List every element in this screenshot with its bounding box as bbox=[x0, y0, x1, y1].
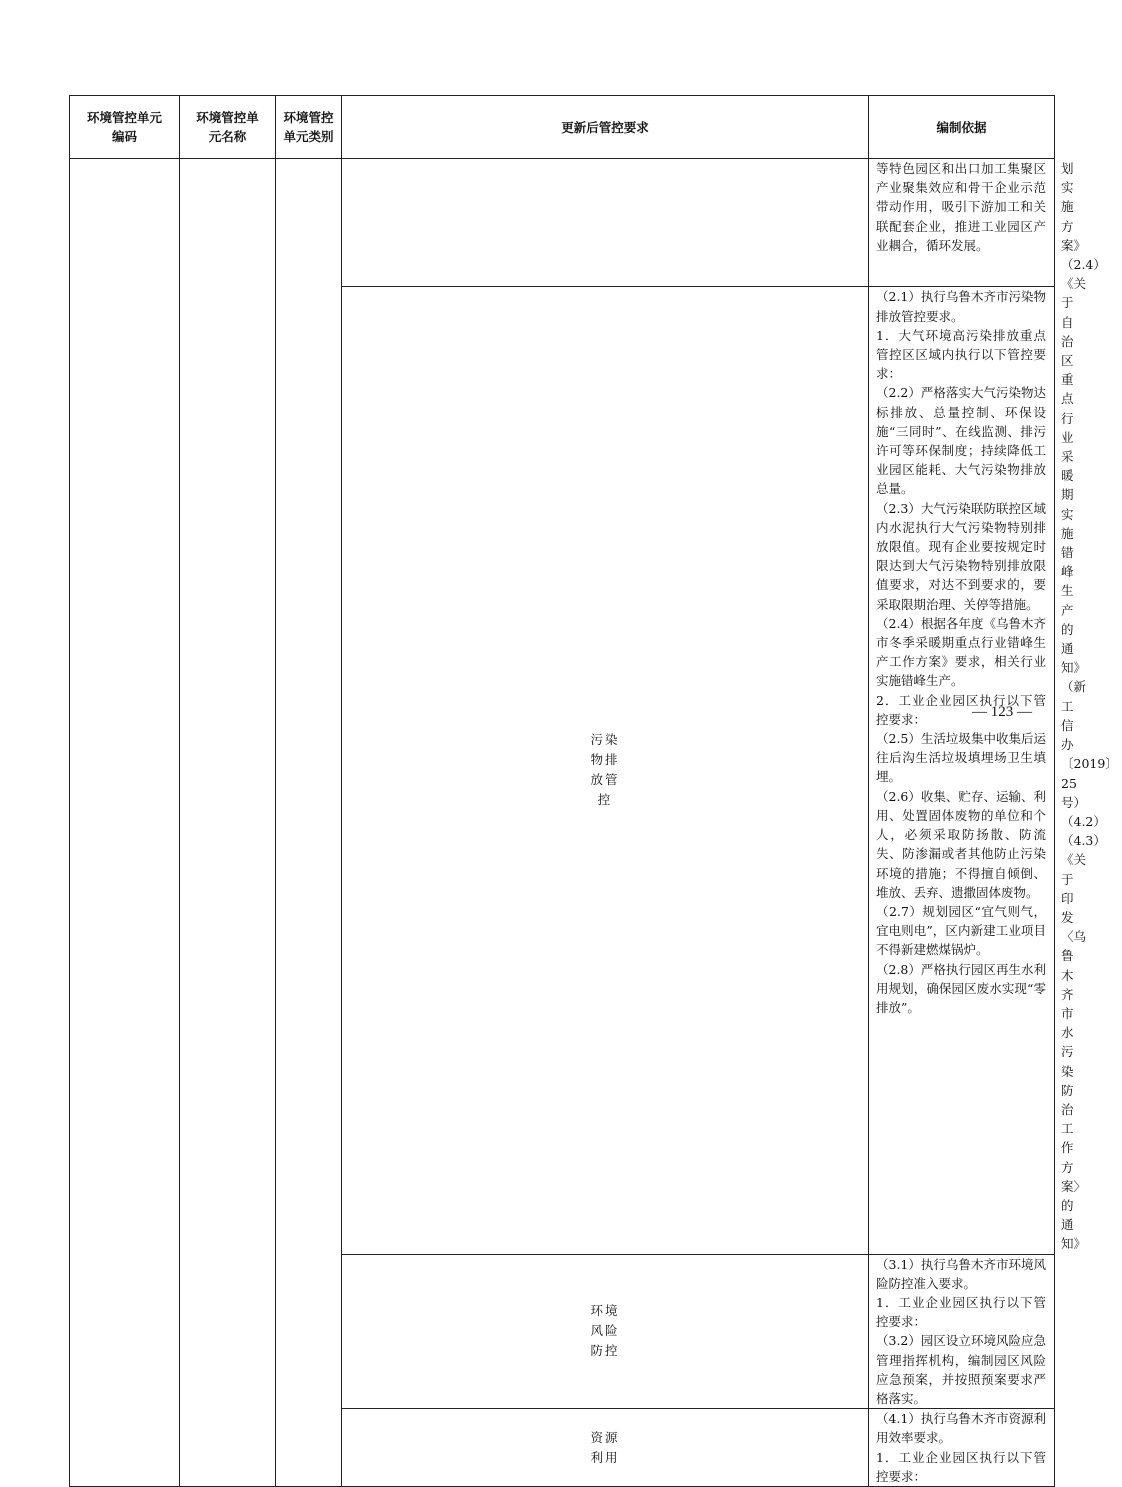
requirement-line: （4.1）执行乌鲁木齐市资源利用效率要求。 bbox=[876, 1411, 1046, 1446]
requirement-line: 1．工业企业园区执行以下管控要求： bbox=[876, 1449, 1046, 1484]
requirement-line: 1．大气环境高污染排放重点管控区区域内执行以下管控要求： bbox=[876, 327, 1046, 382]
category-cell bbox=[342, 159, 869, 287]
requirement-line: （3.2）园区设立环境风险应急管理指挥机构，编制园区风险应急预案，并按照预案要求严格落实。 bbox=[876, 1333, 1046, 1406]
page-number: — 123 — bbox=[972, 704, 1032, 720]
requirement-line: （2.6）收集、贮存、运输、利用、处置固体废物的单位和个人，必须采取防扬散、防流失、防渗漏或者其他防止污染环境的措施；不得擅自倾倒、堆放、丢弃、遗撒固体废物。 bbox=[876, 788, 1046, 900]
header-requirements: 更新后管控要求 bbox=[342, 96, 869, 159]
header-basis: 编制依据 bbox=[869, 96, 1055, 159]
unit-name-cell bbox=[180, 159, 276, 1487]
category-cell-pollutant-discharge: 污染物排放管控 bbox=[342, 287, 869, 1254]
table-row: 等特色园区和出口加工集聚区产业聚集效应和骨干企业示范带动作用，吸引下游加工和关联配套企业，推进工业园区产业耦合，循环发展。 划实施方案》 （2.4）《关于自治区重点行业采暖期实施错峰生产的通知》（新工信办〔2019〕25号） （4.2）（4.3）《关于印发〈乌鲁木齐市水污染防治工作方案〉的通知》 bbox=[70, 159, 1055, 287]
requirements-cell bbox=[869, 287, 1055, 1254]
requirements-cell bbox=[869, 159, 1055, 287]
requirement-line: （2.4）根据各年度《乌鲁木齐市冬季采暖期重点行业错峰生产工作方案》要求，相关行业实施错峰生产。 bbox=[876, 615, 1046, 689]
requirement-line: （2.5）生活垃圾集中收集后运往后沟生活垃圾填埋场卫生填埋。 bbox=[876, 731, 1046, 785]
unit-code-cell bbox=[70, 159, 180, 1487]
control-requirements-table bbox=[69, 95, 1118, 1487]
header-unit-category: 环境管控单元类别 bbox=[276, 96, 342, 159]
requirement-line: 2．工业企业园区执行以下管控要求： bbox=[876, 692, 1046, 727]
requirement-line: （2.2）严格落实大气污染物达标排放、总量控制、环保设施“三同时”、在线监测、排污许可等环保制度；持续降低工业园区能耗、大气污染物排放总量。 bbox=[876, 385, 1046, 497]
requirement-line: （2.3）大气污染联防联控区域内水泥执行大气污染物特别排放限值。现有企业要按规定时限达到大气污染物特别排放限值要求，对达不到要求的，要采取限期治理、关停等措施。 bbox=[876, 500, 1046, 612]
requirement-line: （2.8）严格执行园区再生水利用规划，确保园区废水实现“零排放”。 bbox=[876, 961, 1046, 1015]
requirement-line: （2.1）执行乌鲁木齐市污染物排放管控要求。 bbox=[876, 289, 1046, 324]
category-cell-resource-utilization: 资源利用 bbox=[342, 1409, 869, 1487]
header-unit-code: 环境管控单元编码 bbox=[70, 96, 180, 159]
requirements-cell bbox=[869, 1409, 1055, 1487]
category-cell-environmental-risk: 环境风险防控 bbox=[342, 1254, 869, 1409]
requirements-cell bbox=[869, 1254, 1055, 1409]
requirement-line: 1．工业企业园区执行以下管控要求： bbox=[876, 1294, 1046, 1330]
unit-category-cell bbox=[276, 159, 342, 1487]
requirement-line: （2.7）规划园区“宜气则气，宜电则电”，区内新建工业项目不得新建燃煤锅炉。 bbox=[876, 903, 1046, 958]
table-header-row bbox=[70, 96, 1055, 159]
header-unit-name: 环境管控单元名称 bbox=[180, 96, 276, 159]
requirement-line: （3.1）执行乌鲁木齐市环境风险防控准入要求。 bbox=[876, 1256, 1046, 1291]
requirement-line: 等特色园区和出口加工集聚区产业聚集效应和骨干企业示范带动作用，吸引下游加工和关联配套企业，推进工业园区产业耦合，循环发展。 bbox=[876, 161, 1046, 253]
